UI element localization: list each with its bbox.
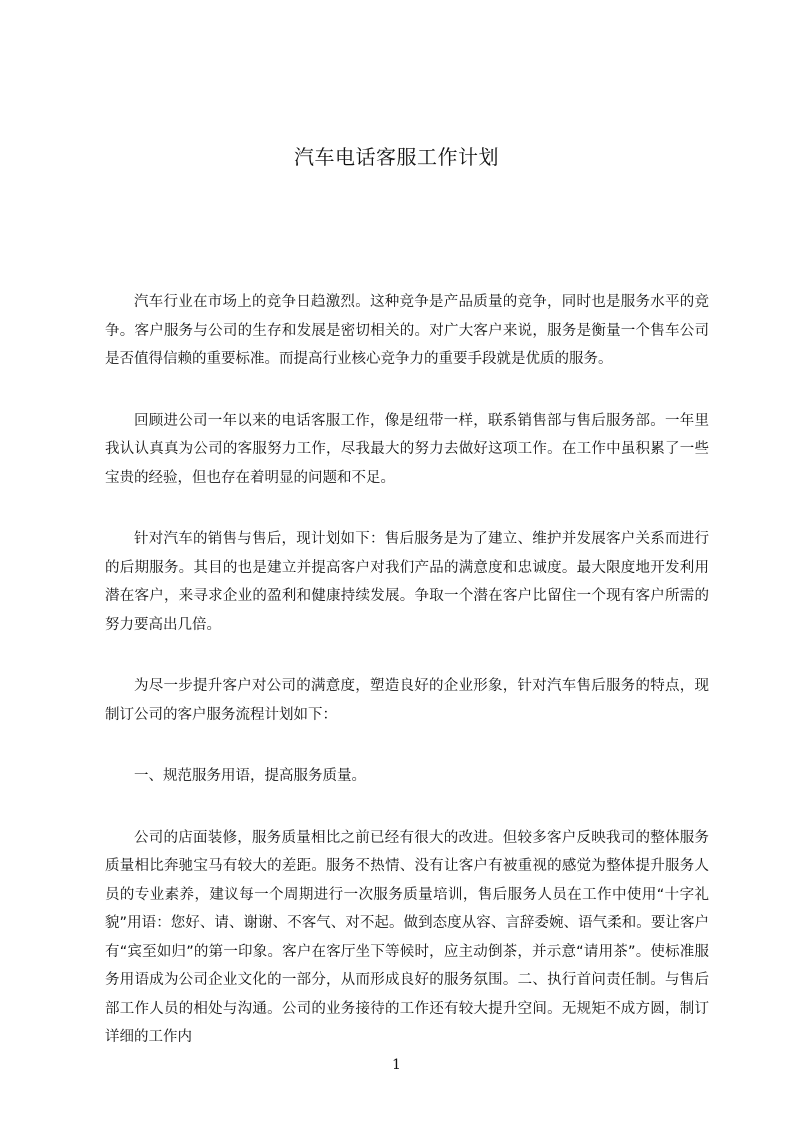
- section-heading: 一、规范服务用语，提高服务质量。: [134, 768, 366, 784]
- document-body: [105, 288, 709, 1085]
- paragraph-service-quality: 公司的店面装修，服务质量相比之前已经有很大的改进。但较多客户反映我司的整体服务质量相比奔驰宝马有较大的差距。服务不热情、没有让客户有被重视的感觉为整体提升服务人员的专业素养，建议每一个周期进行一次服务质量培训，售后服务人员在工作中使用“十字礼貌”用语：您好、请、谢谢、不客气、对不起。做到态度从容、言辞委婉、语气柔和。要让客户有“宾至如归”的第一印象。客户在客厅坐下等候时，应主动倒茶，并示意“请用茶”。使标准服务用语成为公司企业文化的一部分，从而形成良好的服务氛围。二、执行首问责任制。与售后部工作人员的相处与沟通。公司的业务接待的工作还有较大提升空间。无规矩不成方圆，制订详细的工作内: [105, 829, 709, 1045]
- paragraph-process: 为尽一步提升客户对公司的满意度，塑造良好的企业形象，针对汽车售后服务的特点，现制订公司的客户服务流程计划如下：: [105, 678, 709, 723]
- paragraph-plan: 针对汽车的销售与售后，现计划如下：售后服务是为了建立、维护并发展客户关系而进行的后期服务。其目的也是建立并提高客户对我们产品的满意度和忠诚度。最大限度地开发利用潜在客户，来寻求企业的盈利和健康持续发展。争取一个潜在客户比留住一个现有客户所需的努力要高出几倍。: [105, 531, 709, 633]
- page-number: 1: [392, 1057, 401, 1073]
- paragraph-review: 回顾进公司一年以来的电话客服工作，像是纽带一样，联系销售部与售后服务部。一年里我认认真真为公司的客服努力工作，尽我最大的努力去做好这项工作。在工作中虽积累了一些宝贵的经验，但也存在着明显的问题和不足。: [105, 412, 709, 486]
- document-title: 汽车电话客服工作计划: [294, 145, 499, 169]
- paragraph-intro: 汽车行业在市场上的竞争日趋激烈。这种竞争是产品质量的竞争，同时也是服务水平的竞争。客户服务与公司的生存和发展是密切相关的。对广大客户来说，服务是衡量一个售车公司是否值得信赖的重要标准。而提高行业核心竞争力的重要手段就是优质的服务。: [105, 294, 709, 367]
